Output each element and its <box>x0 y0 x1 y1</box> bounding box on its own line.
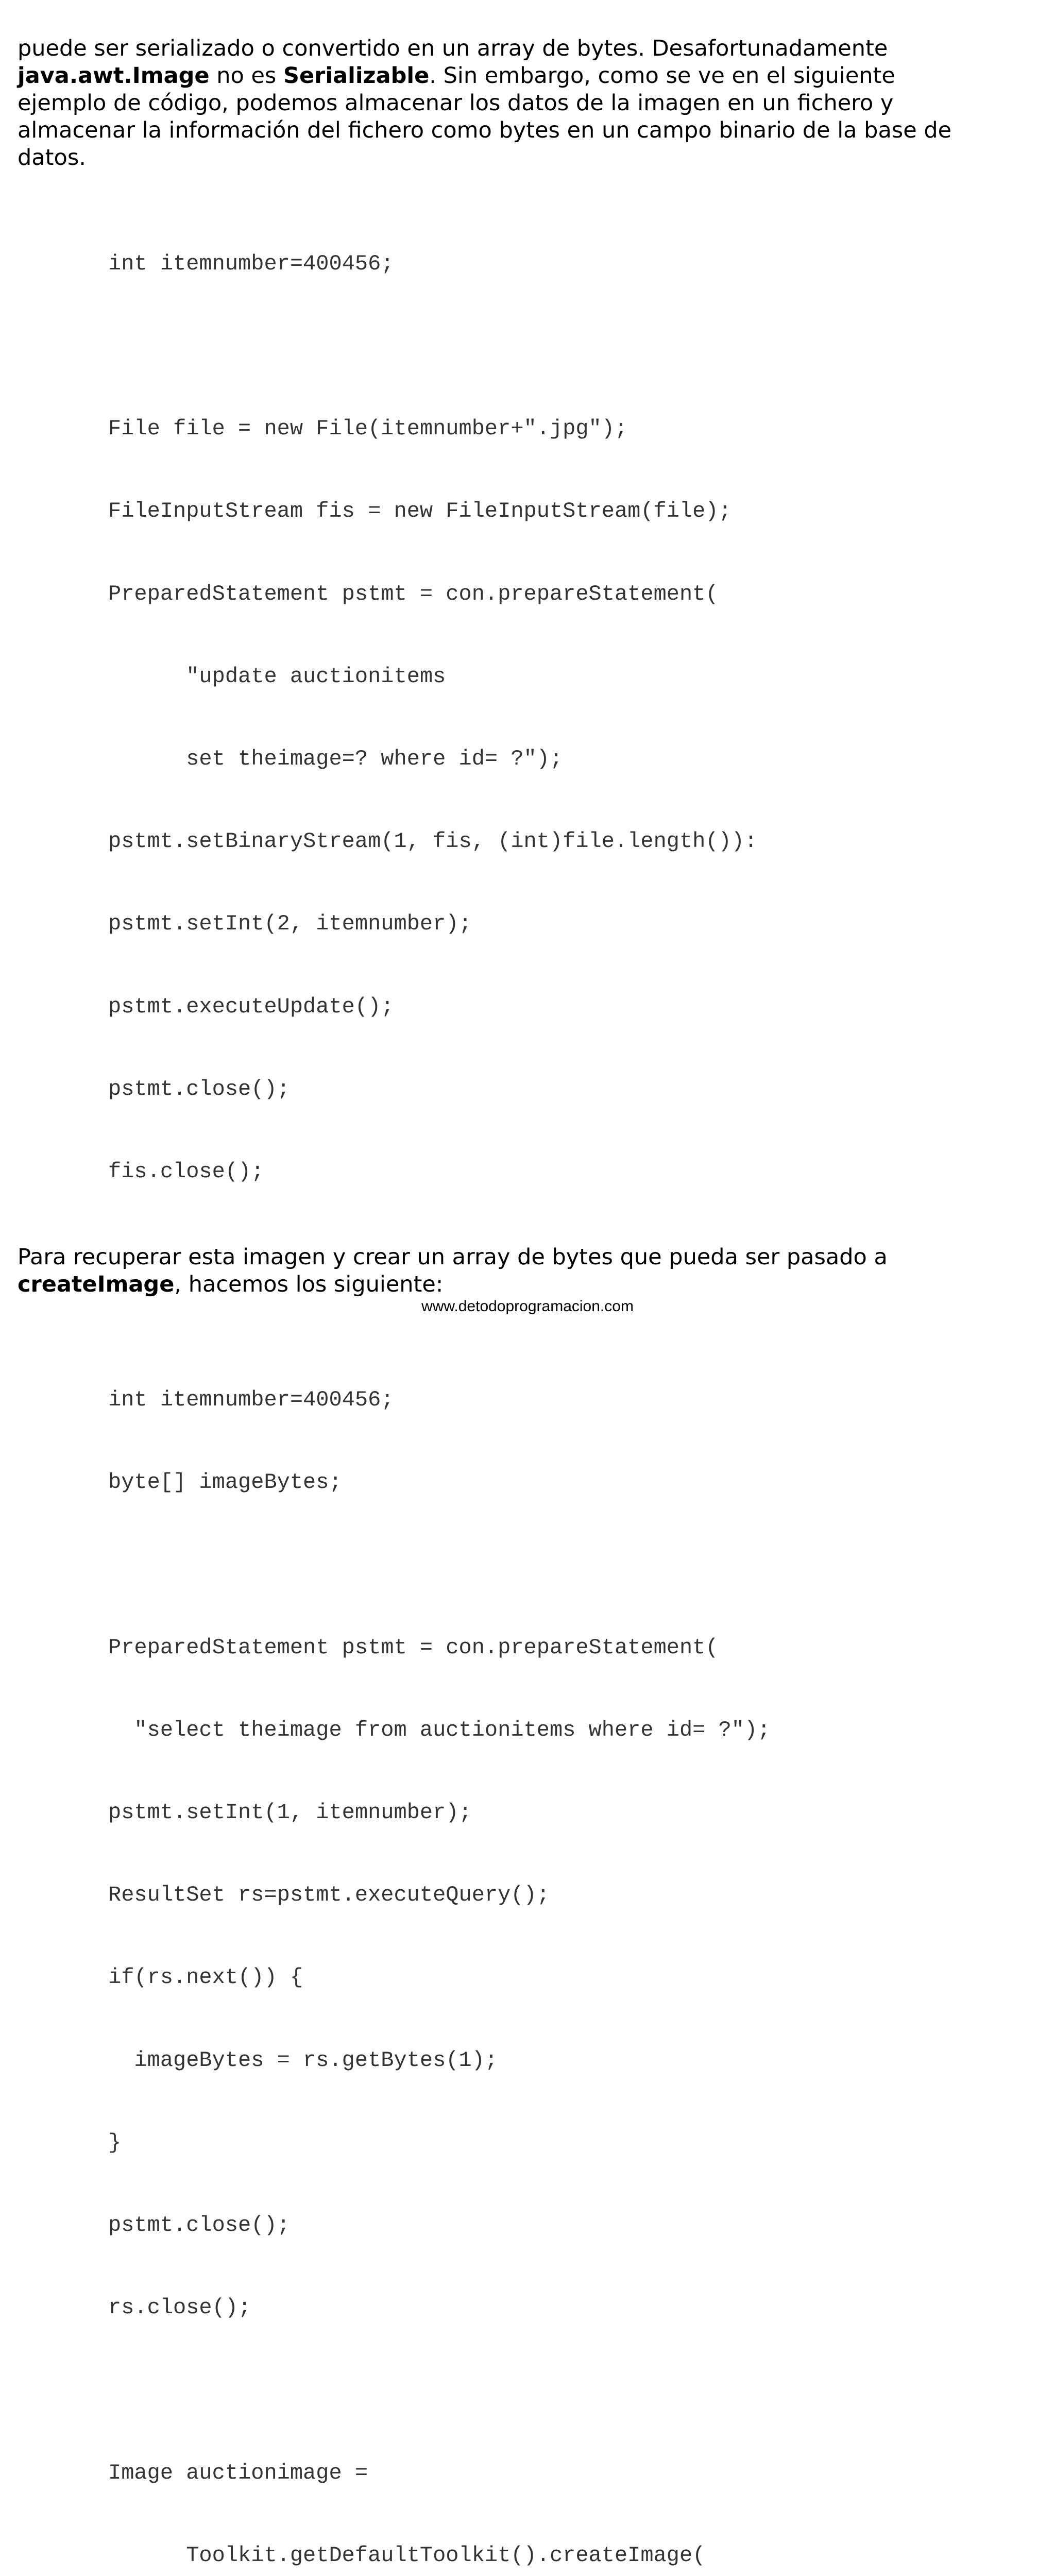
text-line: Para recuperar esta imagen y crear un array de bytes que pueda ser pasado a <box>18 1244 888 1270</box>
bold-term: Serializable <box>283 63 430 89</box>
text-line: ejemplo de código, podemos almacenar los datos de la imagen en un fichero y <box>18 90 894 116</box>
bold-term: createImage <box>18 1272 175 1298</box>
code-line: "update auctionitems <box>108 664 446 689</box>
code-line: int itemnumber=400456; <box>108 1387 394 1413</box>
code-line: fis.close(); <box>108 1159 264 1184</box>
code-line: rs.close(); <box>108 2295 251 2320</box>
code-line <box>108 1551 1043 1579</box>
code-block-store-image <box>18 195 1043 1241</box>
code-line <box>108 333 1043 360</box>
code-line: "select theimage from auctionitems where id= ?"); <box>108 1717 771 1742</box>
code-line: pstmt.close(); <box>108 1076 290 1101</box>
code-line: } <box>108 2130 122 2155</box>
code-line: ResultSet rs=pstmt.executeQuery(); <box>108 1883 550 1908</box>
text-line: java.awt.Image no es Serializable. Sin embargo, como se ve en el siguiente <box>18 63 895 89</box>
code-block-retrieve-image <box>18 1331 1043 2576</box>
text-line: puede ser serializado o convertido en un array de bytes. Desafortunadamente <box>18 36 888 61</box>
paragraph-retrieve-image <box>18 1244 1043 1298</box>
code-line: PreparedStatement pstmt = con.prepareStatement( <box>108 1635 719 1660</box>
code-line: byte[] imageBytes; <box>108 1470 342 1495</box>
text-line: datos. <box>18 145 86 171</box>
paragraph-serialization-intro <box>18 35 1043 172</box>
code-line: pstmt.setInt(1, itemnumber); <box>108 1800 472 1825</box>
code-line: pstmt.setInt(2, itemnumber); <box>108 911 472 937</box>
code-line: PreparedStatement pstmt = con.prepareStatement( <box>108 581 719 606</box>
code-line: pstmt.setBinaryStream(1, fis, (int)file.length()): <box>108 829 758 854</box>
code-line: set theimage=? where id= ?"); <box>108 747 563 772</box>
text-line: almacenar la información del fichero como bytes en un campo binario de la base de <box>18 117 952 143</box>
bold-term: java.awt.Image <box>18 63 210 89</box>
code-line: pstmt.executeUpdate(); <box>108 994 394 1019</box>
code-line: FileInputStream fis = new FileInputStream(file); <box>108 499 731 524</box>
code-line: pstmt.close(); <box>108 2213 290 2238</box>
code-line: if(rs.next()) { <box>108 1965 303 1990</box>
code-line <box>108 2377 1043 2404</box>
code-line: Image auctionimage = <box>108 2460 368 2485</box>
code-line: Toolkit.getDefaultToolkit().createImage( <box>108 2543 706 2568</box>
text-line: createImage, hacemos los siguiente: <box>18 1272 444 1298</box>
code-line: imageBytes = rs.getBytes(1); <box>108 2047 498 2073</box>
code-line: int itemnumber=400456; <box>108 251 394 276</box>
code-line: File file = new File(itemnumber+".jpg"); <box>108 416 628 442</box>
footer-url: www.detodoprogramacion.com <box>421 1298 634 1315</box>
